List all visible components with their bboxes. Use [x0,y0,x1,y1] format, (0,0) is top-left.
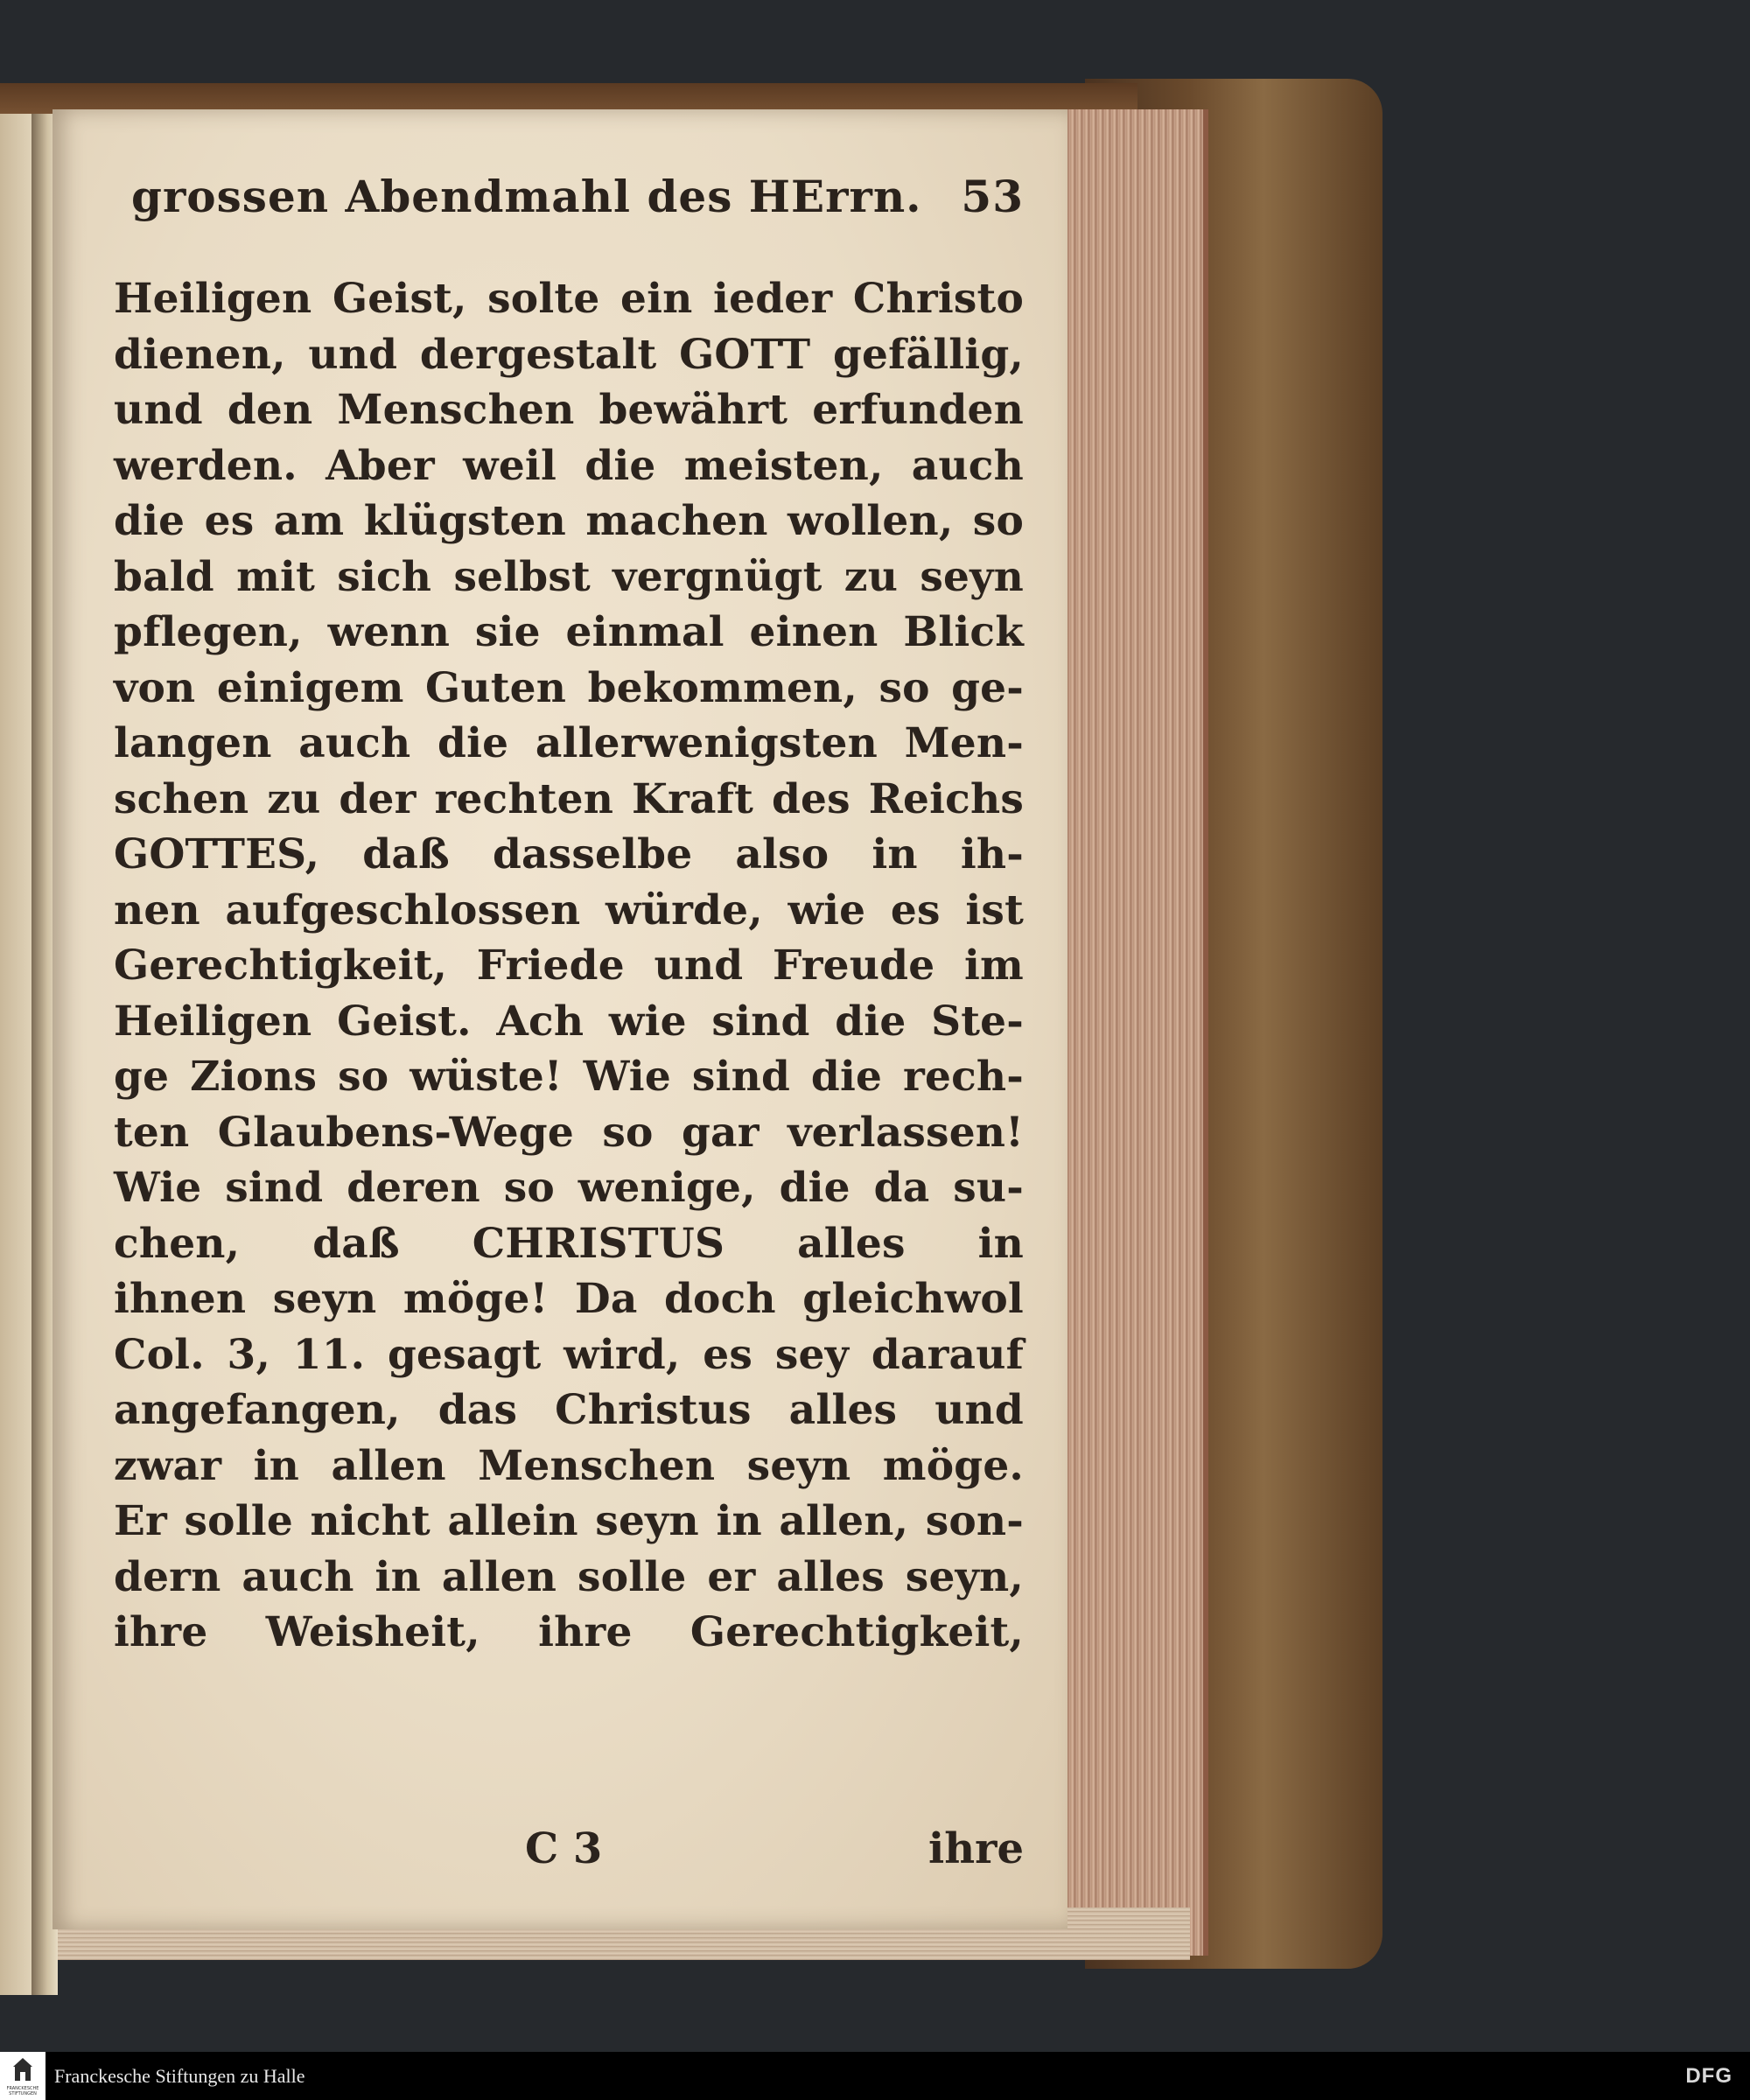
text-line: Heiligen Geist, solte ein ieder Christo [114,275,1024,323]
body-text [114,271,1024,1661]
text-line: Gerechtigkeit, Friede und Freude im [114,942,1024,990]
text-line: und den Menschen bewährt erfunden [114,386,1024,434]
text-line: die es am klügsten machen wollen, so [114,497,1024,545]
text-line: Col. 3, 11. gesagt wird, es sey darauf [114,1330,1024,1379]
text-line: zwar in allen Menschen seyn möge. [114,1441,1024,1490]
institution-logo[interactable] [0,2052,46,2100]
text-line: chen, daß CHRISTUS alles in [114,1219,1024,1268]
house-icon [11,2056,34,2086]
viewer-footer [0,2052,1750,2100]
text-line: ihre Weisheit, ihre Gerechtigkeit, [114,1608,1024,1656]
text-line: ihnen seyn möge! Da doch gleichwol [114,1275,1024,1323]
text-line: ten Glaubens-Wege so gar verlassen! [114,1108,1024,1157]
institution-name[interactable]: Franckesche Stiftungen zu Halle [54,2064,305,2087]
text-line: ge Zions so wüste! Wie sind die rech- [114,1053,1024,1101]
page-block-fore-edge [1063,109,1208,1956]
text-line: dienen, und dergestalt GOTT gefällig, [114,330,1024,379]
dfg-logo[interactable]: DFG [1685,2063,1732,2088]
text-line: schen zu der rechten Kraft des Reichs [114,774,1024,823]
text-line: angefangen, das Christus alles und [114,1386,1024,1434]
catchword: ihre [928,1824,1024,1873]
logo-text: FRANCKESCHE STIFTUNGEN [6,2085,39,2096]
text-line: von einigem Guten bekommen, so ge- [114,663,1024,712]
page-foot [114,1824,1024,1873]
running-head-title: grossen Abendmahl des HErrn. [131,171,922,222]
text-line: GOTTES, daß dasselbe also in ih- [114,830,1024,878]
text-line: werden. Aber weil die meisten, auch [114,441,1024,490]
text-line: Er solle nicht allein seyn in allen, son- [114,1497,1024,1545]
page-number: 53 [961,171,1024,222]
text-line: pflegen, wenn sie einmal einen Blick [114,608,1024,656]
signature-mark: C 3 [525,1824,603,1873]
text-line: Heiligen Geist. Ach wie sind die Ste- [114,997,1024,1046]
text-line: nen aufgeschlossen würde, wie es ist [114,886,1024,934]
book-page [52,109,1068,1929]
text-line: Wie sind deren so wenige, die da su- [114,1164,1024,1212]
text-line: bald mit sich selbst vergnügt zu seyn [114,552,1024,601]
text-line: langen auch die allerwenigsten Men- [114,719,1024,767]
running-head [131,171,1024,222]
text-line: dern auch in allen solle er alles seyn, [114,1552,1024,1601]
